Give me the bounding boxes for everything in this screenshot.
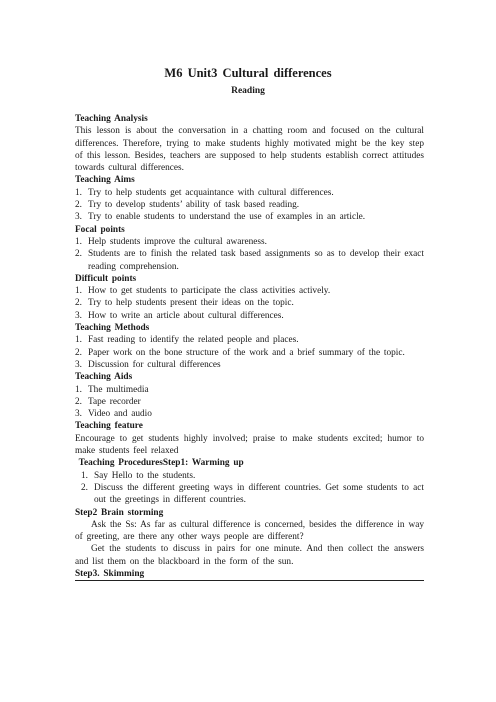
document-subtitle: Reading (231, 86, 265, 96)
list-item: 2. Try to develop students’ ability of task based reading. (75, 200, 300, 211)
feature-paragraph: Encourage to get students highly involved; praise to make students excited; humor to make students feel relaxed (75, 433, 424, 457)
section-heading-step3: Step3. Skimming (75, 568, 145, 579)
list-item: 2. Paper work on the bone structure of the work and a brief summary of the topic. (75, 347, 405, 358)
list-item: 2. Discuss the different greeting ways in different countries. Get some students to act out the greetings in different countries. (81, 482, 424, 506)
section-heading-difficult: Difficult points (75, 273, 137, 284)
step2-paragraph: Get the students to discuss in pairs for one minute. And then collect the answers and list them on the blackboard in the form of the sun. (75, 544, 424, 567)
list-item: 1. Say Hello to the students. (81, 470, 196, 481)
list-item: 3. Video and audio (75, 409, 152, 420)
list-item: 2. Try to help students present their ideas on the topic. (75, 298, 294, 309)
section-heading-aims: Teaching Aims (75, 175, 135, 186)
list-item: 2. Tape recorder (75, 396, 141, 407)
list-item: 3. How to write an article about cultural differences. (75, 310, 284, 321)
section-heading-procedures: Teaching ProceduresStep1: Warming up (75, 458, 244, 469)
list-item: 1. The multimedia (75, 384, 149, 395)
document-title: M6 Unit3 Cultural differences (164, 66, 332, 80)
section-heading-aids: Teaching Aids (75, 372, 133, 383)
list-item: 3. Discussion for cultural differences (75, 359, 221, 370)
section-heading-methods: Teaching Methods (75, 323, 150, 334)
list-item: 3. Try to enable students to understand the use of examples in an article. (75, 212, 366, 223)
section-heading-feature: Teaching feature (75, 421, 143, 432)
analysis-paragraph: This lesson is about the conversation in a chatting room and focused on the cultural differences. Therefore, trying to make students highly motivated might be the key step of this lesson. Besides, teachers are supposed to help students establish correct attitudes towards cultural differences. (75, 126, 424, 174)
list-item: 2. Students are to finish the related task based assignments so as to develop their exact reading comprehension. (75, 249, 424, 272)
list-item: 1. How to get students to participate the class activities actively. (75, 286, 331, 297)
section-heading-analysis: Teaching Analysis (75, 114, 148, 124)
section-heading-focal: Focal points (75, 224, 125, 235)
list-item: 1. Try to help students get acquaintance with cultural differences. (75, 187, 334, 198)
section-divider (75, 568, 424, 581)
document-body (75, 113, 424, 581)
step2-paragraph: Ask the Ss: As far as cultural difference is concerned, besides the difference in way of greeting, are there any other ways people are different? (75, 519, 424, 543)
section-heading-step2: Step2 Brain storming (75, 507, 164, 518)
list-item: 1. Fast reading to identify the related people and places. (75, 335, 299, 346)
list-item: 1. Help students improve the cultural awareness. (75, 236, 267, 247)
